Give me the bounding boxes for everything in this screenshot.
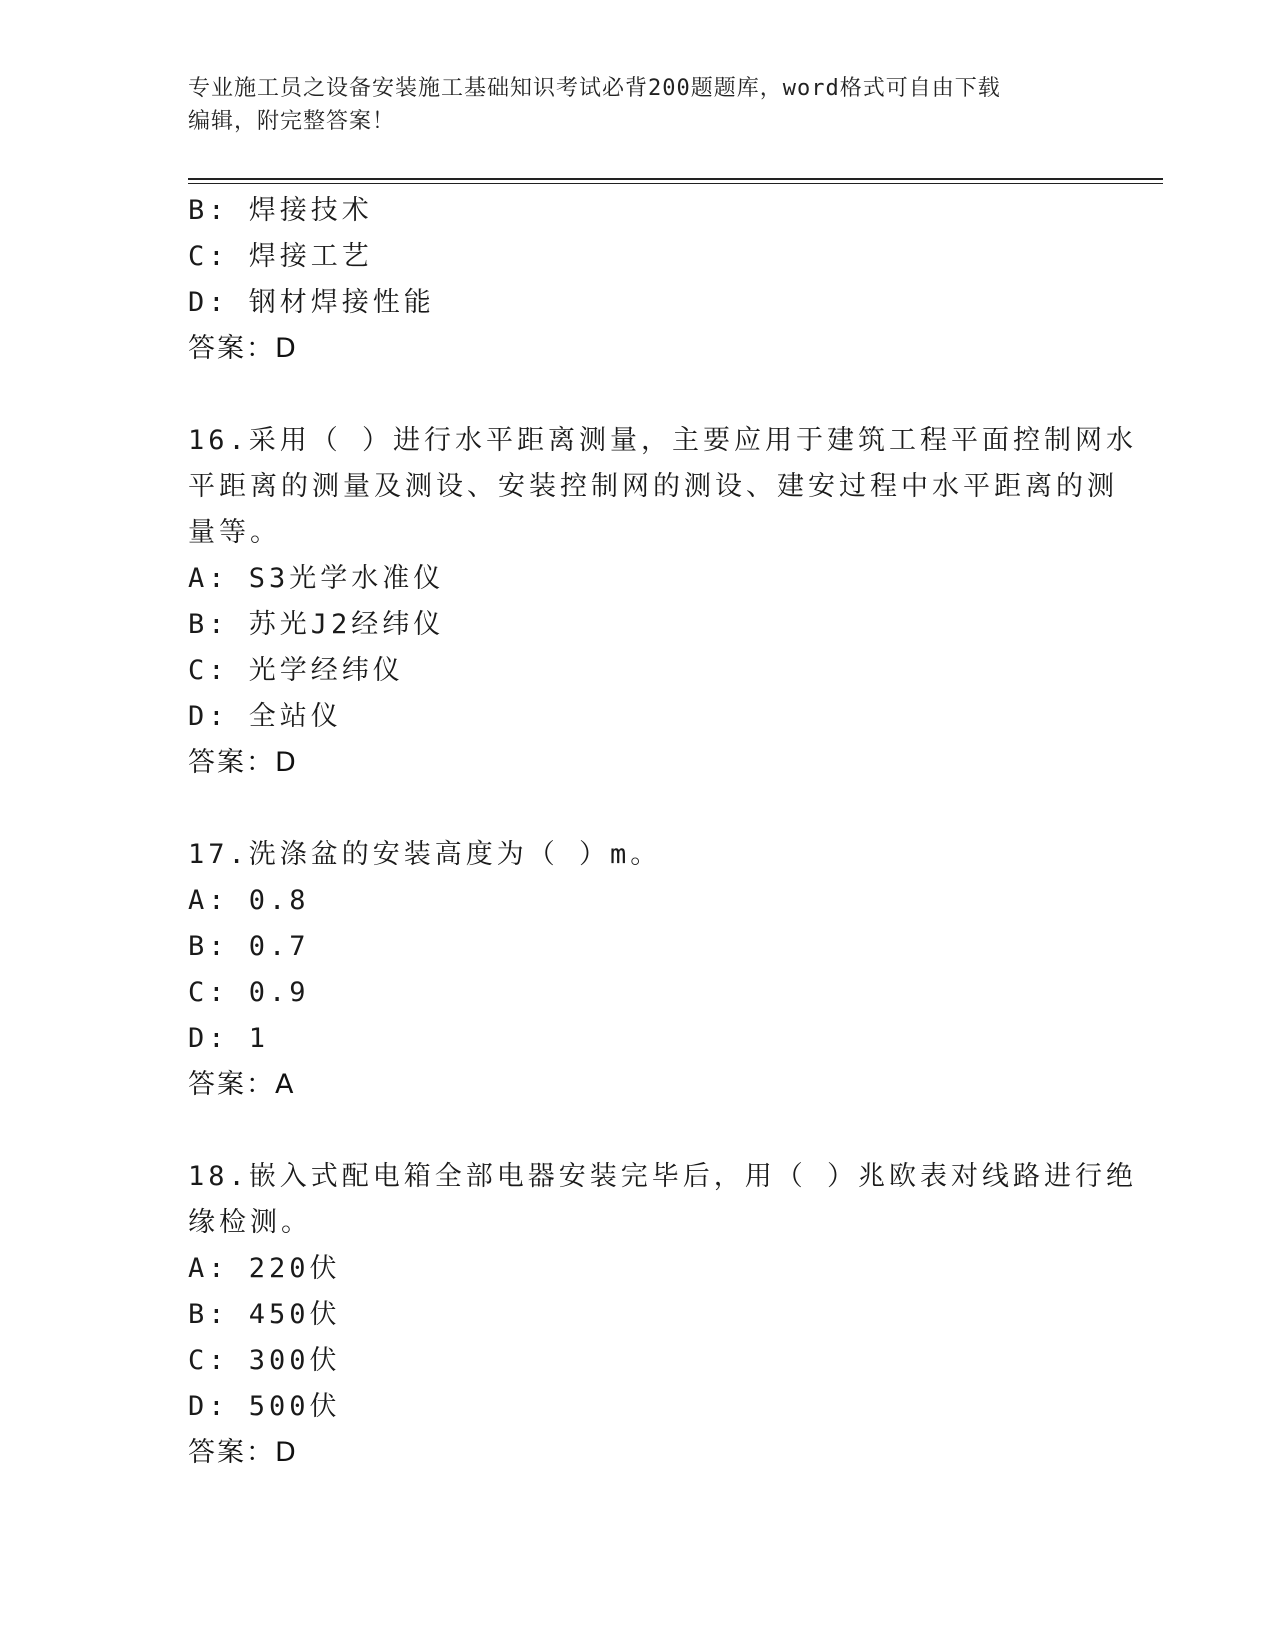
header-line-1: 专业施工员之设备安装施工基础知识考试必背200题题库，word格式可自由下载 [188,76,1001,101]
option-letter: D: [188,1023,229,1054]
option-letter: C: [188,1345,229,1376]
option-text: 450伏 [248,1299,341,1330]
continued-question [188,188,1088,372]
option-a [188,878,1088,924]
option-c [188,970,1088,1016]
header-divider-thick [188,178,1163,180]
question-stem-line: 16.采用（ ）进行水平距离测量，主要应用于建筑工程平面控制网水 [188,425,1138,456]
option-text: 300伏 [248,1345,341,1376]
document-header [188,72,1088,138]
option-d [188,694,1088,740]
option-text: 苏光J2经纬仪 [248,609,445,640]
option-d [188,280,1088,326]
option-b [188,602,1088,648]
option-letter: D: [188,1391,229,1422]
option-letter: A: [188,1253,229,1284]
question-stem-line: 平距离的测量及测设、安装控制网的测设、建安过程中水平距离的测 [188,471,1118,502]
option-text: 钢材焊接性能 [248,287,435,318]
question-stem-line: 17.洗涤盆的安装高度为（ ）m。 [188,839,662,870]
option-letter: D: [188,287,229,318]
option-text: 焊接技术 [248,195,373,226]
option-text: 0.9 [248,977,310,1008]
header-divider-thin [188,183,1163,184]
option-text: 光学经纬仪 [248,655,404,686]
option-letter: C: [188,241,229,272]
option-d [188,1384,1088,1430]
option-letter: C: [188,655,229,686]
header-line-2: 编辑，附完整答案！ [188,109,396,134]
question-16 [188,418,1138,786]
option-letter: B: [188,195,229,226]
option-a [188,556,1088,602]
option-c [188,648,1088,694]
option-b [188,924,1088,970]
answer-line: 答案：D [188,333,298,364]
option-c [188,234,1088,280]
option-b [188,188,1088,234]
option-text: 500伏 [248,1391,341,1422]
option-text: 0.7 [248,931,310,962]
option-letter: C: [188,977,229,1008]
question-stem-line: 18.嵌入式配电箱全部电器安装完毕后，用（ ）兆欧表对线路进行绝 [188,1161,1138,1192]
option-d [188,1016,1088,1062]
question-stem-line: 量等。 [188,517,281,548]
option-text: 220伏 [248,1253,341,1284]
question-17 [188,832,1088,1108]
answer-line: 答案：D [188,1437,298,1468]
option-text: 0.8 [248,885,310,916]
question-stem-line: 缘检测。 [188,1207,312,1238]
answer-line: 答案：A [188,1069,296,1100]
option-b [188,1292,1088,1338]
question-list [188,188,1138,1476]
option-text: 全站仪 [248,701,342,732]
option-text: S3光学水准仪 [248,563,445,594]
option-text: 1 [248,1023,270,1054]
option-letter: B: [188,931,229,962]
option-a [188,1246,1088,1292]
question-18 [188,1154,1138,1476]
option-letter: A: [188,563,229,594]
option-letter: B: [188,609,229,640]
option-text: 焊接工艺 [248,241,373,272]
option-c [188,1338,1088,1384]
answer-line: 答案：D [188,747,298,778]
option-letter: D: [188,701,229,732]
option-letter: A: [188,885,229,916]
option-letter: B: [188,1299,229,1330]
